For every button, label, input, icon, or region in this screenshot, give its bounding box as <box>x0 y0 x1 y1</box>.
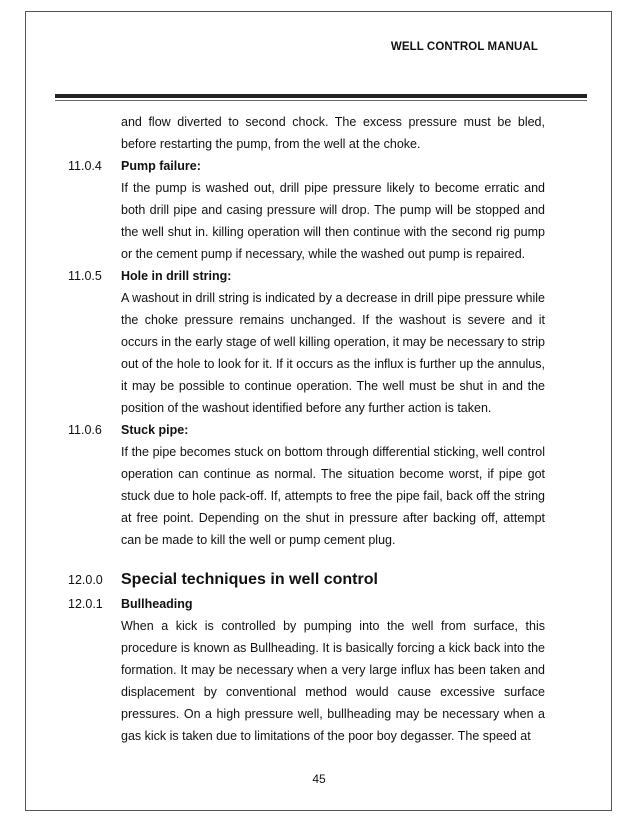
document-body <box>0 111 638 747</box>
section-heading: Stuck pipe: <box>121 423 189 437</box>
intro-paragraph: and flow diverted to second chock. The excess pressure must be bled, before restarting the pump, from the well at the choke. <box>121 115 545 151</box>
page-number: 45 <box>312 772 326 786</box>
section-number: 12.0.1 <box>68 597 103 611</box>
header-title: WELL CONTROL MANUAL <box>390 41 538 53</box>
section-11-0-5 <box>0 265 638 419</box>
section-paragraph: A washout in drill string is indicated by a decrease in drill pipe pressure while the choke pressure remains unchanged. If the washout is severe and it occurs in the early stage of well killing operation, it may be necessary to strip out of the hole to look for it. If it occurs as the influx is further up the annulus, it may be possible to continue operation. The well must be shut in and the position of the washout identified before any further action is taken. <box>121 291 545 415</box>
section-number: 11.0.4 <box>68 159 102 173</box>
section-paragraph: If the pump is washed out, drill pipe pressure likely to become erratic and both drill pipe and casing pressure will drop. The pump will be stopped and the well shut in. killing operation will then continue with the second rig pump or the cement pump if necessary, while the washed out pump is repaired. <box>121 181 545 261</box>
section-heading: Hole in drill string: <box>121 269 232 283</box>
section-paragraph: When a kick is controlled by pumping into the well from surface, this procedure is known as Bullheading. It is basically forcing a kick back into the formation. It may be necessary when a very large influx has been taken and displacement by conventional method would cause excessive surface pressures. On a high pressure well, bullheading may be necessary when a gas kick is taken due to limitations of the poor boy degasser. The speed at <box>121 619 545 743</box>
chapter-heading: Special techniques in well control <box>121 571 378 588</box>
section-heading: Bullheading <box>121 597 193 611</box>
section-number: 12.0.0 <box>68 573 103 587</box>
header-rule-thin <box>55 100 587 101</box>
section-paragraph: If the pipe becomes stuck on bottom through differential sticking, well control operation can continue as normal. The situation become worst, if pipe got stuck due to hole pack-off. If, attempts to free the pipe fail, back off the string at free point. Depending on the shut in pressure after backing off, attempt can be made to kill the well or pump cement plug. <box>121 445 545 547</box>
header-rule-thick <box>55 94 587 98</box>
section-11-0-6 <box>0 419 638 551</box>
section-number: 11.0.6 <box>68 423 102 437</box>
section-number: 11.0.5 <box>68 269 102 283</box>
section-12-0-0 <box>0 569 638 591</box>
section-gap <box>0 551 638 569</box>
section-11-0-4 <box>0 155 638 265</box>
section-heading: Pump failure: <box>121 159 201 173</box>
section-12-0-1 <box>0 593 638 747</box>
